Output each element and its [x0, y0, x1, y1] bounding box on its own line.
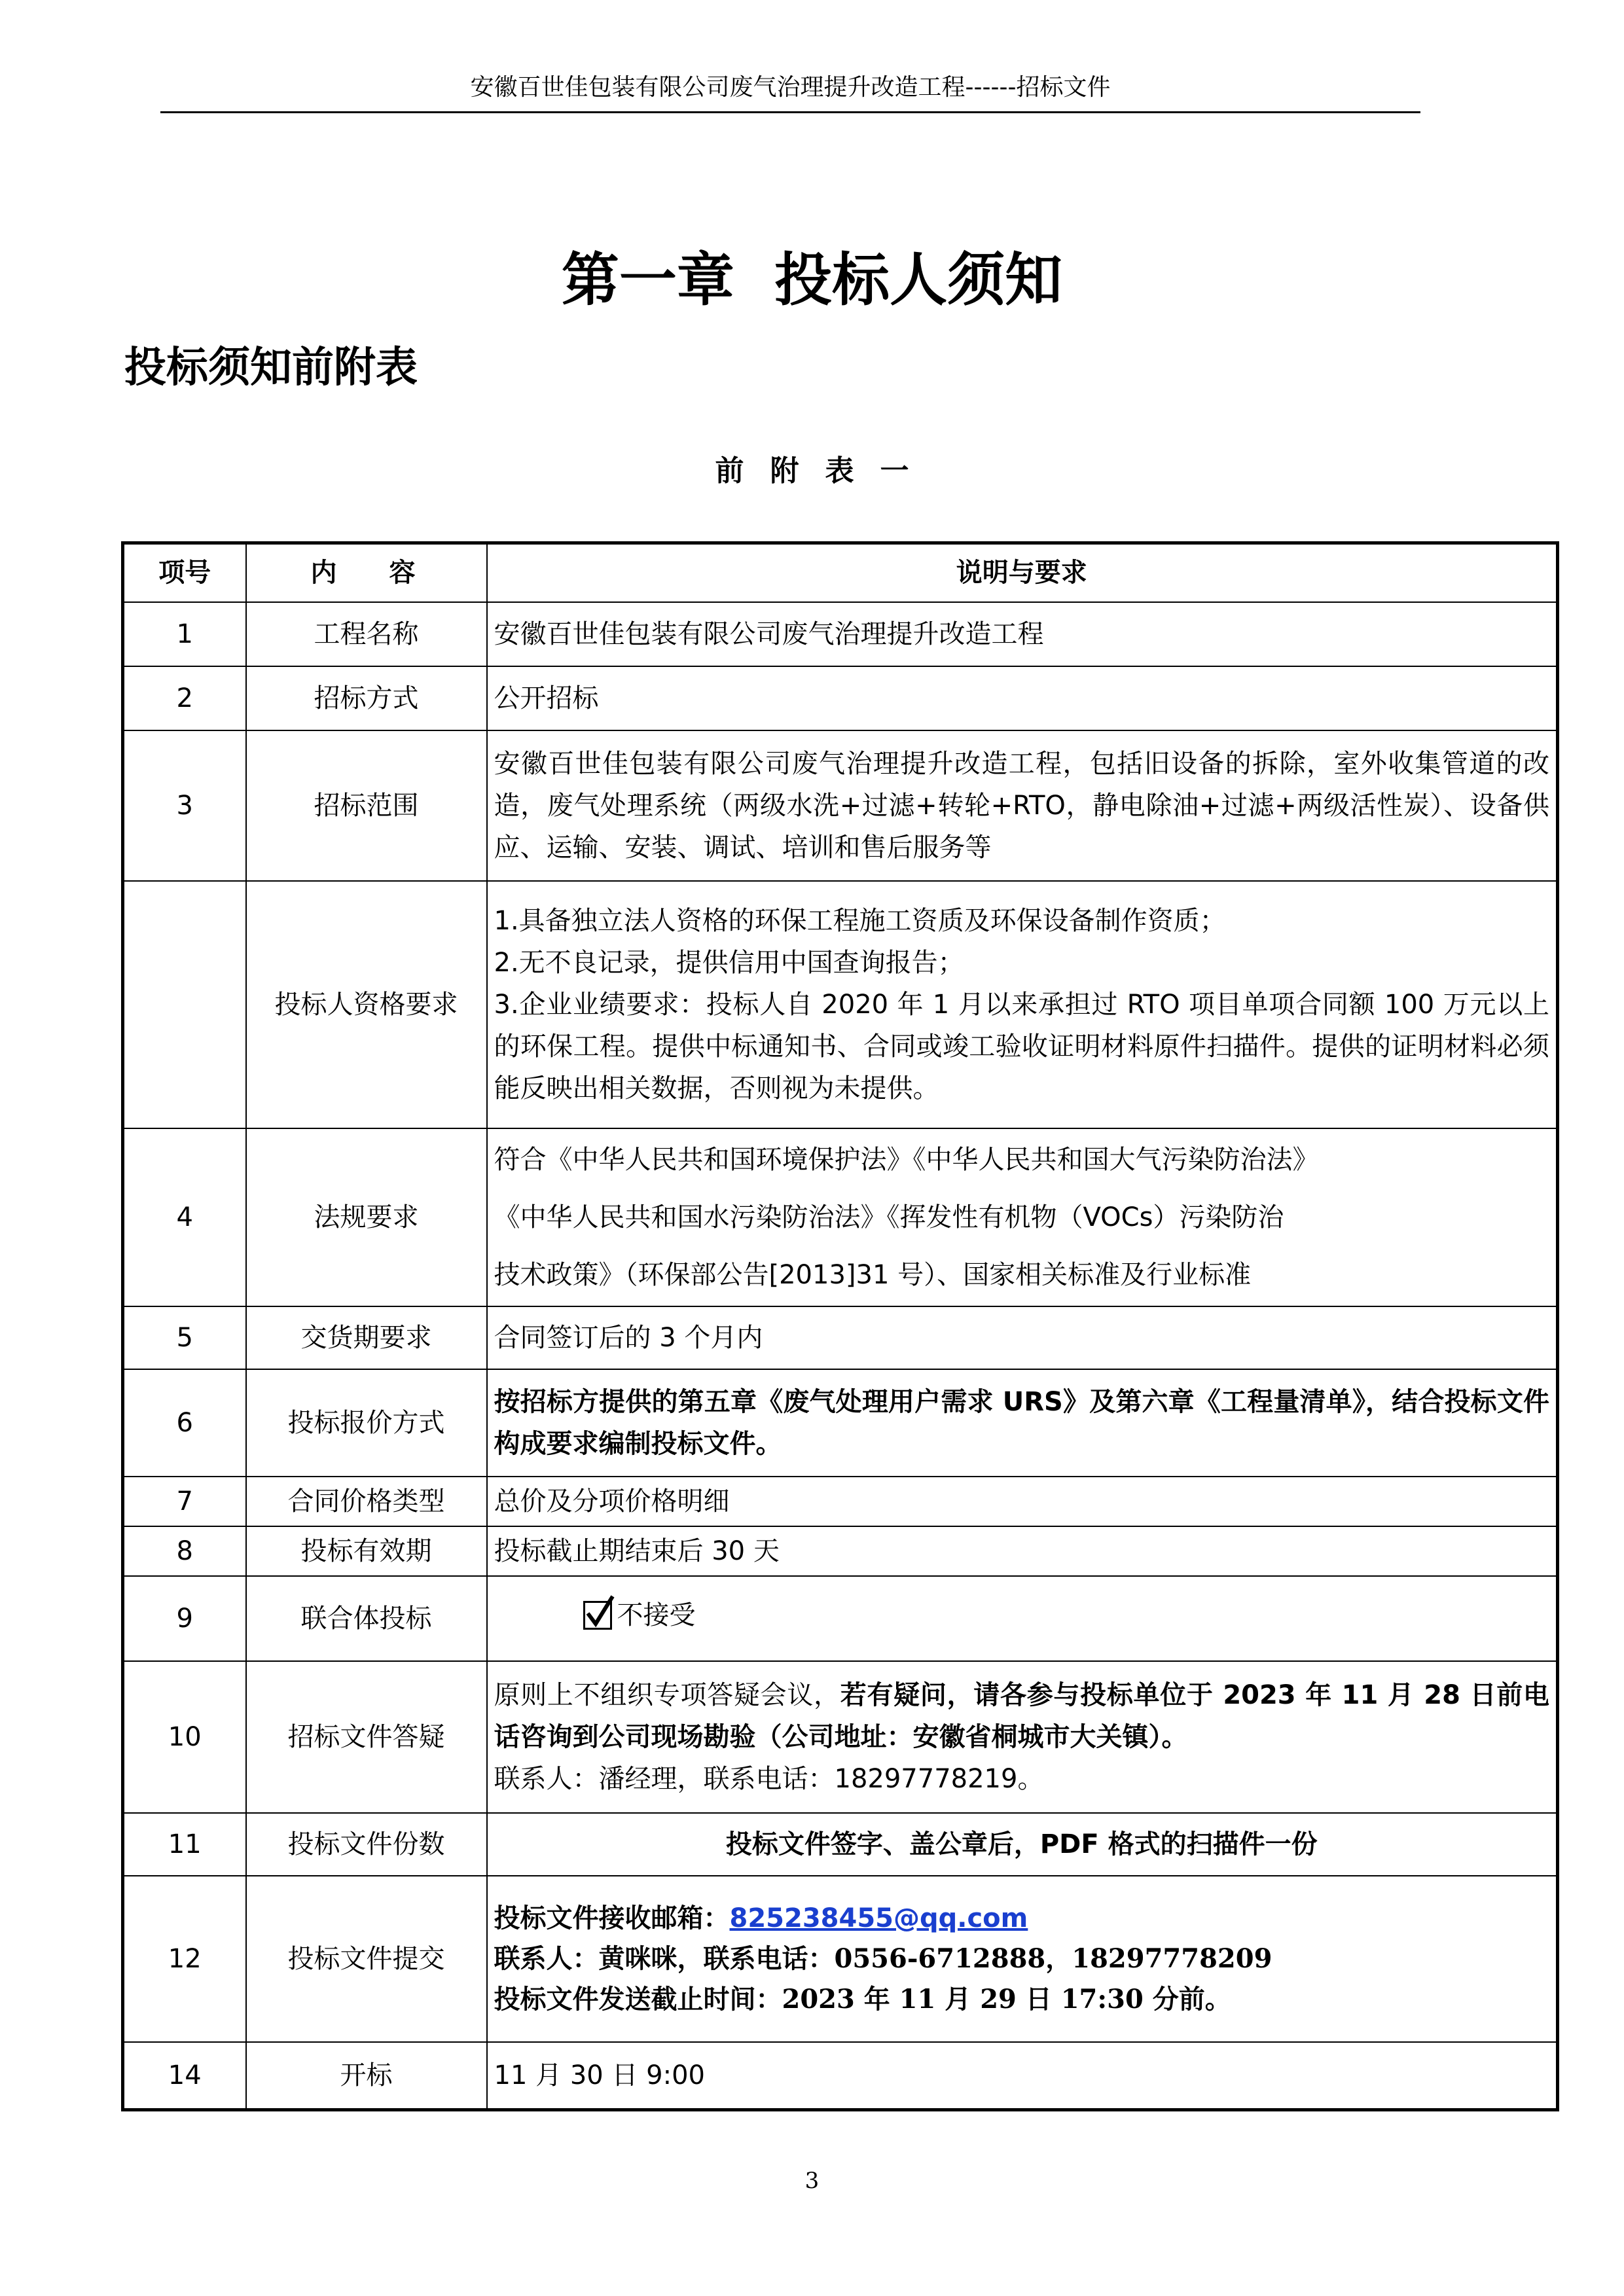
email-link[interactable]: 825238455@qq.com	[729, 1903, 1028, 1933]
row-item: 法规要求	[246, 1128, 487, 1306]
desc-line: 2.无不良记录，提供信用中国查询报告；	[494, 947, 964, 978]
row-item: 工程名称	[246, 602, 487, 666]
row-item: 合同价格类型	[246, 1477, 487, 1526]
table-row	[123, 730, 1558, 881]
column-header-no: 项号	[123, 543, 246, 602]
appendix-table	[121, 541, 1559, 2111]
table-caption: 前附表一	[715, 454, 935, 488]
desc-line	[494, 1898, 1550, 1939]
column-header-item: 内容	[246, 543, 487, 602]
row-no: 5	[123, 1306, 246, 1369]
row-no: 12	[123, 1876, 246, 2042]
desc-text: 原则上不组织专项答疑会议，	[494, 1679, 840, 1710]
row-item: 招标文件答疑	[246, 1661, 487, 1813]
table-row	[123, 1477, 1558, 1526]
row-item: 投标人资格要求	[246, 881, 487, 1128]
row-no	[123, 881, 246, 1128]
desc-line: 技术政策》（环保部公告[2013]31 号）、国家相关标准及行业标准	[494, 1259, 1252, 1290]
row-no: 9	[123, 1576, 246, 1661]
row-no: 3	[123, 730, 246, 881]
row-desc: 安徽百世佳包装有限公司废气治理提升改造工程	[487, 602, 1558, 666]
row-desc: 总价及分项价格明细	[487, 1477, 1558, 1526]
desc-text-bold: 若有疑问，请各参与投标单位于 2023 年 11 月 28 日前电话咨询到公司现场勘验（公司地址：安徽省桐城市大关镇）。	[494, 1679, 1549, 1752]
row-desc	[487, 1128, 1558, 1306]
desc-line: 3.企业业绩要求：投标人自 2020 年 1 月以来承担过 RTO 项目单项合同额 100 万元以上的环保工程。提供中标通知书、合同或竣工验收证明材料原件扫描件。提供的证明材料必须能反映出相关数据，否则视为未提供。	[494, 989, 1549, 1103]
row-item: 投标文件提交	[246, 1876, 487, 2042]
row-desc	[487, 1876, 1558, 2042]
table-header-row	[123, 543, 1558, 602]
row-desc: 投标文件签字、盖公章后，PDF 格式的扫描件一份	[487, 1813, 1558, 1876]
row-desc	[487, 1576, 1558, 1661]
row-item: 招标方式	[246, 666, 487, 730]
table-row	[123, 602, 1558, 666]
row-item: 投标文件份数	[246, 1813, 487, 1876]
email-label: 投标文件接收邮箱：	[494, 1903, 730, 1933]
row-item: 交货期要求	[246, 1306, 487, 1369]
page-number: 3	[804, 2168, 820, 2194]
column-header-desc: 说明与要求	[487, 543, 1558, 602]
row-desc: 安徽百世佳包装有限公司废气治理提升改造工程，包括旧设备的拆除，室外收集管道的改造，废气处理系统（两级水洗+过滤+转轮+RTO，静电除油+过滤+两级活性炭）、设备供应、运输、安装、调试、培训和售后服务等	[487, 730, 1558, 881]
row-item: 投标有效期	[246, 1526, 487, 1576]
table-row	[123, 1661, 1558, 1813]
row-desc	[487, 1661, 1558, 1813]
row-item: 开标	[246, 2042, 487, 2110]
desc-line: 投标文件发送截止时间：2023 年 11 月 29 日 17:30 分前。	[494, 1983, 1231, 2015]
desc-line: 《中华人民共和国水污染防治法》《挥发性有机物（VOCs）污染防治	[494, 1202, 1284, 1232]
row-no: 7	[123, 1477, 246, 1526]
joint-bid-option	[583, 1594, 696, 1636]
running-header: 安徽百世佳包装有限公司废气治理提升改造工程------招标文件	[470, 74, 1111, 101]
table-row	[123, 1576, 1558, 1661]
row-no: 14	[123, 2042, 246, 2110]
row-item: 招标范围	[246, 730, 487, 881]
checkbox-checked-icon	[583, 1601, 612, 1630]
row-item: 投标报价方式	[246, 1369, 487, 1477]
desc-line: 联系人：黄咪咪，联系电话：0556-6712888，18297778209	[494, 1943, 1272, 1974]
table-row	[123, 1128, 1558, 1306]
row-no: 8	[123, 1526, 246, 1576]
table-row	[123, 1526, 1558, 1576]
row-desc: 11 月 30 日 9:00	[487, 2042, 1558, 2110]
row-desc: 公开招标	[487, 666, 1558, 730]
table-row	[123, 1306, 1558, 1369]
row-desc	[487, 881, 1558, 1128]
row-item: 联合体投标	[246, 1576, 487, 1661]
table-row	[123, 1369, 1558, 1477]
table-row	[123, 666, 1558, 730]
row-no: 11	[123, 1813, 246, 1876]
row-no: 10	[123, 1661, 246, 1813]
chapter-title: 第一章 投标人须知	[561, 245, 1063, 314]
row-no: 6	[123, 1369, 246, 1477]
row-no: 2	[123, 666, 246, 730]
row-desc: 按招标方提供的第五章《废气处理用户需求 URS》及第六章《工程量清单》，结合投标文件构成要求编制投标文件。	[487, 1369, 1558, 1477]
table-row	[123, 1876, 1558, 2042]
table-row	[123, 2042, 1558, 2110]
table-row	[123, 1813, 1558, 1876]
joint-bid-label: 不接受	[617, 1600, 696, 1630]
table-row	[123, 881, 1558, 1128]
desc-line: 联系人：潘经理，联系电话：18297778219。	[494, 1763, 1044, 1794]
desc-line: 符合《中华人民共和国环境保护法》《中华人民共和国大气污染防治法》	[494, 1144, 1319, 1175]
section-title: 投标须知前附表	[124, 344, 418, 392]
header-rule	[160, 111, 1420, 113]
row-no: 1	[123, 602, 246, 666]
row-no: 4	[123, 1128, 246, 1306]
row-desc: 投标截止期结束后 30 天	[487, 1526, 1558, 1576]
desc-line: 1.具备独立法人资格的环保工程施工资质及环保设备制作资质；	[494, 905, 1226, 936]
row-desc: 合同签订后的 3 个月内	[487, 1306, 1558, 1369]
